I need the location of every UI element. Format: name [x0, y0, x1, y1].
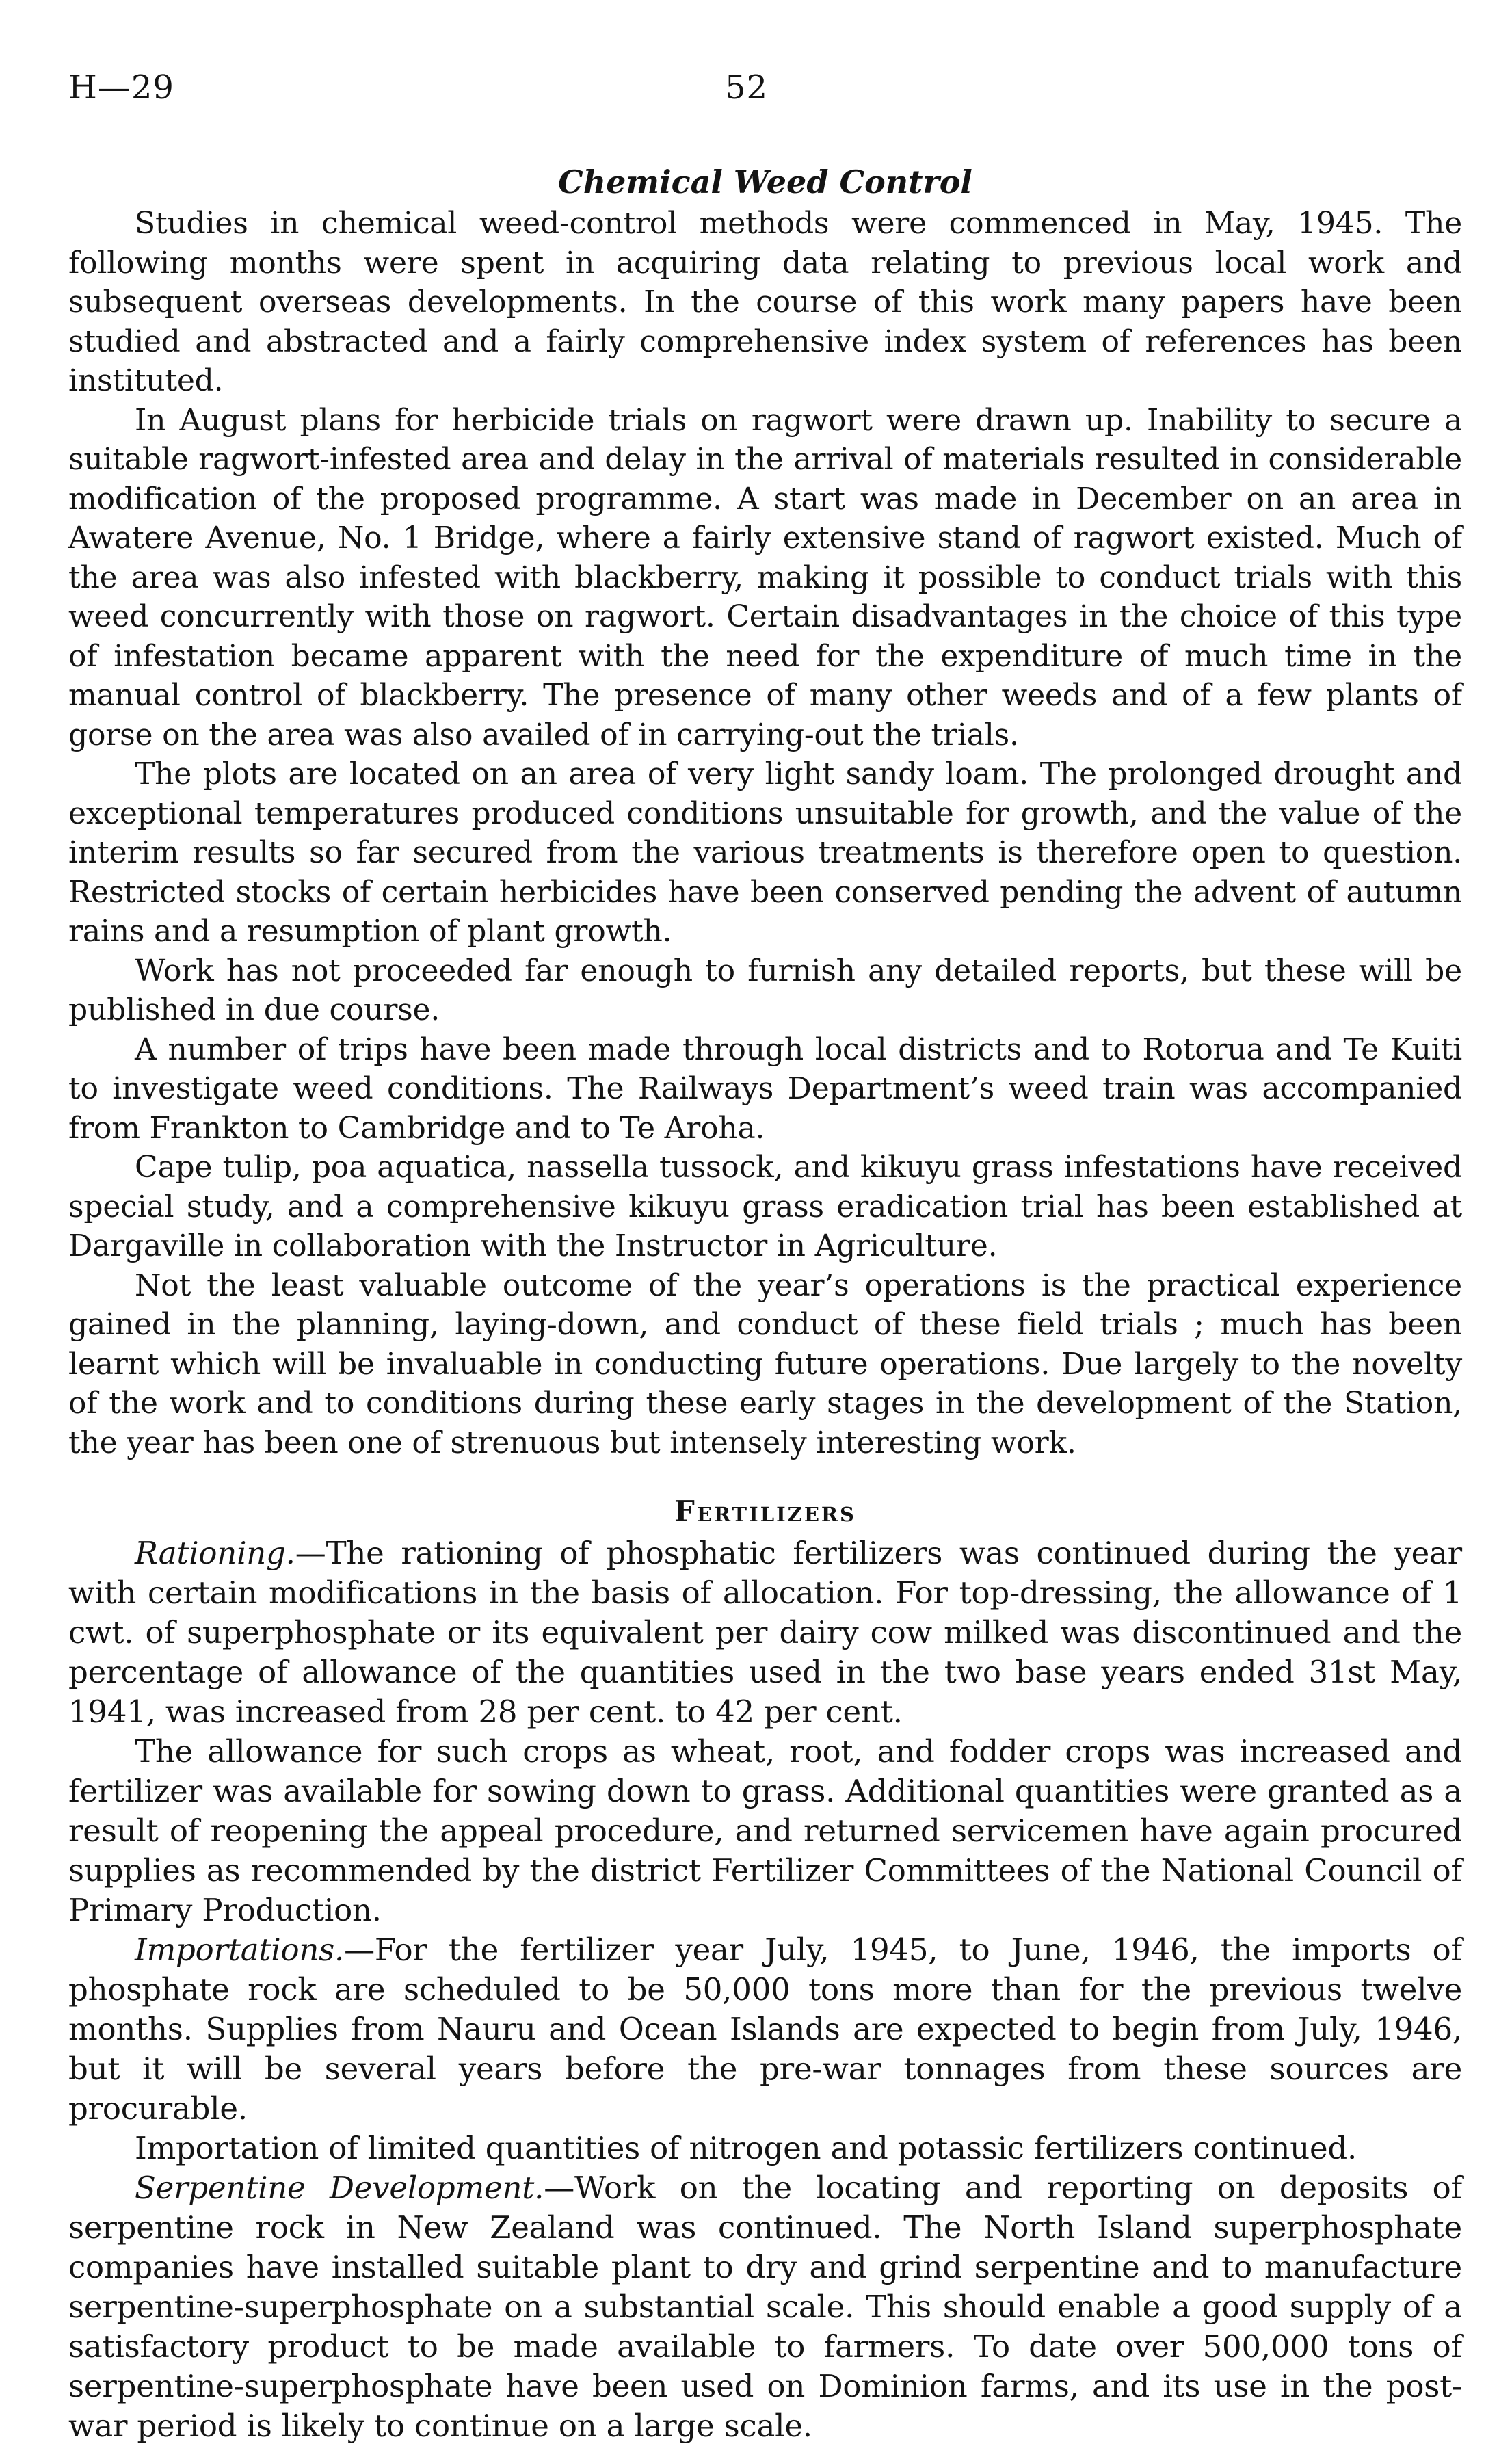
paragraph: Work has not proceeded far enough to furnish any detailed reports, but these will be published in due course. [68, 953, 1462, 1027]
paragraph-rationing [68, 1534, 1462, 1732]
paragraph: The allowance for such crops as wheat, root, and fodder crops was increased and fertilizer was available for sowing down to grass. Additional quantities were granted as a result of reopening the appeal procedure, and returned servicemen have again procured supplies as recommended by the district Fertilizer Committees of the National Council of Primary Production. [68, 1733, 1462, 1928]
paragraph-text: —For the fertilizer year July, 1945, to June, 1946, the imports of phosphate rock are scheduled to be 50,000 tons more than for the previous twelve months. Supplies from Nauru and Ocean Islands are expected to begin from July, 1946, but it will be several years before the pre-war tonnages from these sources are procurable. [68, 1932, 1462, 2127]
run-in-heading-rationing: Rationing. [135, 1535, 295, 1571]
paragraph-text: —The rationing of phosphatic fertilizers was continued during the year with certain modifications in the basis of allocation. For top-dressing, the allowance of 1 cwt. of superphosphate or its equivalent per dairy cow milked was discontinued and the percentage of allowance of the quantities used in the two base years ended 31st May, 1941, was increased from 28 per cent. to 42 per cent. [68, 1535, 1462, 1730]
paragraph: The plots are located on an area of very light sandy loam. The prolonged drought and exceptional temperatures produced conditions unsuitable for growth, and the value of the interim results so far secured from the various treatments is therefore open to question. Restricted stocks of certain herbicides have been conserved pending the advent of autumn rains and a resumption of plant growth. [68, 757, 1462, 949]
chemical-weed-control-section [68, 163, 1462, 1462]
document-code: H—29 [68, 68, 174, 107]
run-in-heading-importations: Importations. [135, 1932, 345, 1968]
paragraph: Cape tulip, poa aquatica, nassella tussock, and kikuyu grass infestations have received special study, and a comprehensive kikuyu grass eradication trial has been established at Dargaville in collaboration with the Instructor in Agriculture. [68, 1150, 1462, 1263]
section-spacer [68, 1462, 1462, 1492]
section-heading-chemical-weed-control: Chemical Weed Control [558, 163, 972, 200]
paragraph: Not the least valuable outcome of the year’s operations is the practical experience gained in the planning, laying-down, and conduct of these field trials ; much has been learnt which will be invaluable in conducting future operations. Due largely to the novelty of the work and to conditions during these early stages in the development of the Station, the year has been one of strenuous but intensely interesting work. [68, 1267, 1462, 1460]
paragraph: In August plans for herbicide trials on ragwort were drawn up. Inability to secure a suitable ragwort-infested area and delay in the arrival of materials resulted in considerable modification of the proposed programme. A start was made in December on an area in Awatere Avenue, No. 1 Bridge, where a fairly extensive stand of ragwort existed. Much of the area was also infested with blackberry, making it possible to conduct trials with this weed concurrently with those on ragwort. Certain disadvantages in the choice of this type of infestation became apparent with the need for the expenditure of much time in the manual control of blackberry. The presence of many other weeds and of a few plants of gorse on the area was also availed of in carrying-out the trials. [68, 402, 1462, 752]
paragraph-text: —Work on the locating and reporting on deposits of serpentine rock in New Zealand was continued. The North Island superphosphate companies have installed suitable plant to dry and grind serpentine and to manufacture serpentine-superphosphate on a substantial scale. This should enable a good supply of a satisfactory product to be made available to farmers. To date over 500,000 tons of serpentine-superphosphate have been used on Dominion farms, and its use in the post-war period is likely to continue on a large scale. [68, 2170, 1462, 2444]
paragraph: Importation of limited quantities of nitrogen and potassic fertilizers continued. [135, 2130, 1357, 2166]
paragraph-serpentine [68, 2168, 1462, 2446]
section-heading-fertilizers: Fertilizers [674, 1495, 856, 1528]
page-body [68, 163, 1462, 2446]
fertilizers-section [68, 1492, 1462, 2446]
paragraph: Studies in chemical weed-control methods were commenced in May, 1945. The following months were spent in acquiring data relating to previous local work and subsequent overseas developments. In the course of this work many papers have been studied and abstracted and a fairly comprehensive index system of references has been instituted. [68, 206, 1462, 398]
run-in-heading-serpentine: Serpentine Development. [135, 2170, 544, 2206]
paragraph-importations [68, 1930, 1462, 2129]
paragraph: A number of trips have been made through local districts and to Rotorua and Te Kuiti to investigate weed conditions. The Railways Department’s weed train was accompanied from Frankton to Cambridge and to Te Aroha. [68, 1031, 1462, 1146]
page-number: 52 [725, 68, 769, 107]
